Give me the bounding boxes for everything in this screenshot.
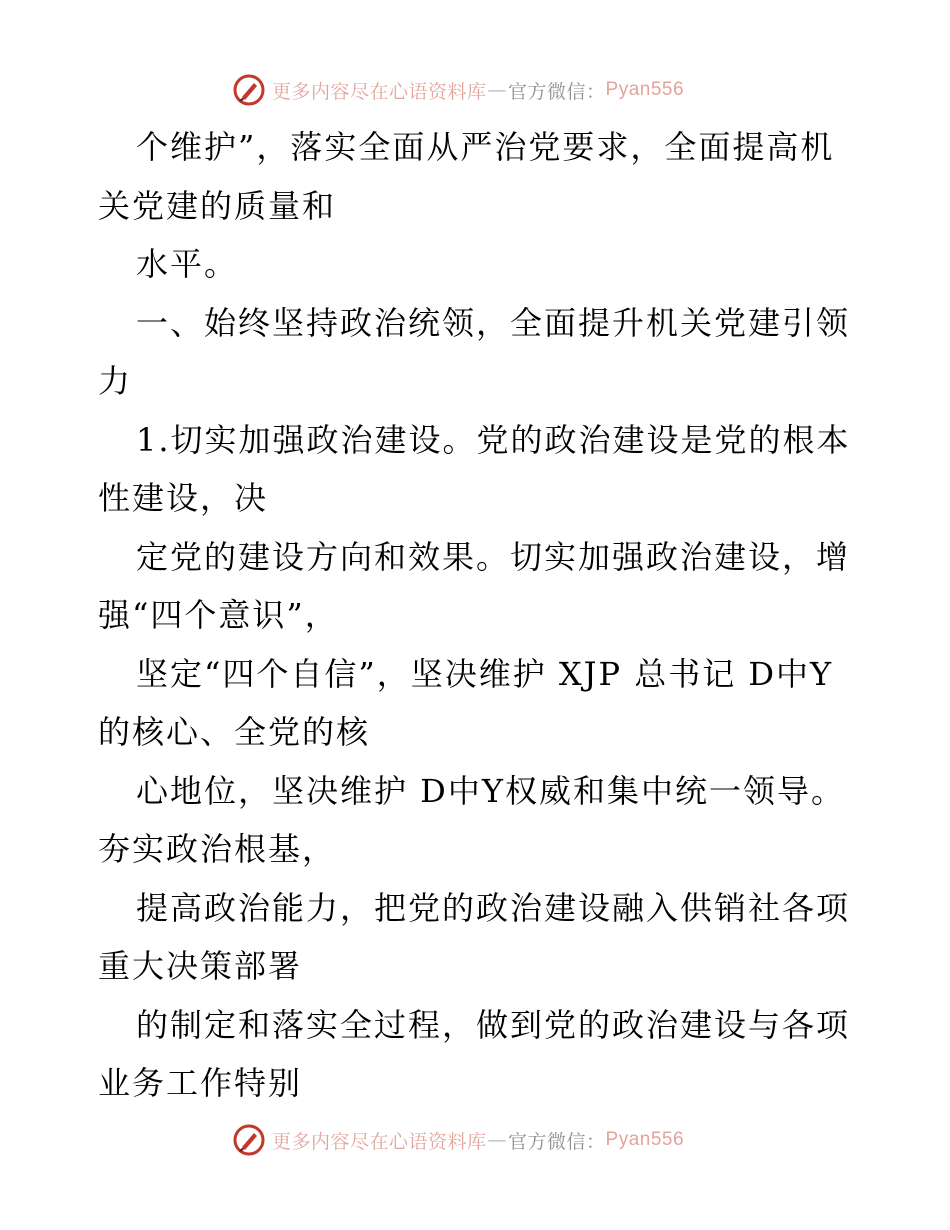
watermark-subtext: 官方微信： [508,1130,606,1153]
section-heading: 一、始终坚持政治统领，全面提升机关党建引领力 [98,303,851,400]
paragraph: 的制定和落实全过程，做到党的政治建设与各项业务工作特别 [98,1005,851,1102]
brush-logo-icon [232,1123,266,1157]
watermark-text: 更多内容尽在心语资料库 [272,80,487,103]
paragraph: 定党的建设方向和效果。切实加强政治建设，增强“四个意识”， [98,537,851,634]
header-watermark [232,72,732,108]
footer-watermark [232,1122,732,1158]
brush-logo-icon [232,73,266,107]
paragraph: 坚定“四个自信”，坚决维护 XJP 总书记 D中Y的核心、全党的核 [98,654,834,751]
paragraph: 个维护”，落实全面从严治党要求，全面提高机关党建的质量和 [98,128,835,225]
document-body [98,118,858,1113]
paragraph: 心地位，坚决维护 D中Y权威和集中统一领导。夯实政治根基， [98,771,845,868]
watermark-dash: — [487,1129,508,1151]
watermark-wechat-id: Pyan556 [605,1129,685,1150]
watermark-wechat-id: Pyan556 [605,79,685,100]
paragraph: 提高政治能力，把党的政治建设融入供销社各项重大决策部署 [98,888,851,985]
paragraph: 1.切实加强政治建设。党的政治建设是党的根本性建设，决 [98,420,851,517]
watermark-dash: — [487,79,508,101]
watermark-text: 更多内容尽在心语资料库 [272,1130,487,1153]
paragraph: 水平。 [136,245,239,283]
watermark-subtext: 官方微信： [508,80,606,103]
